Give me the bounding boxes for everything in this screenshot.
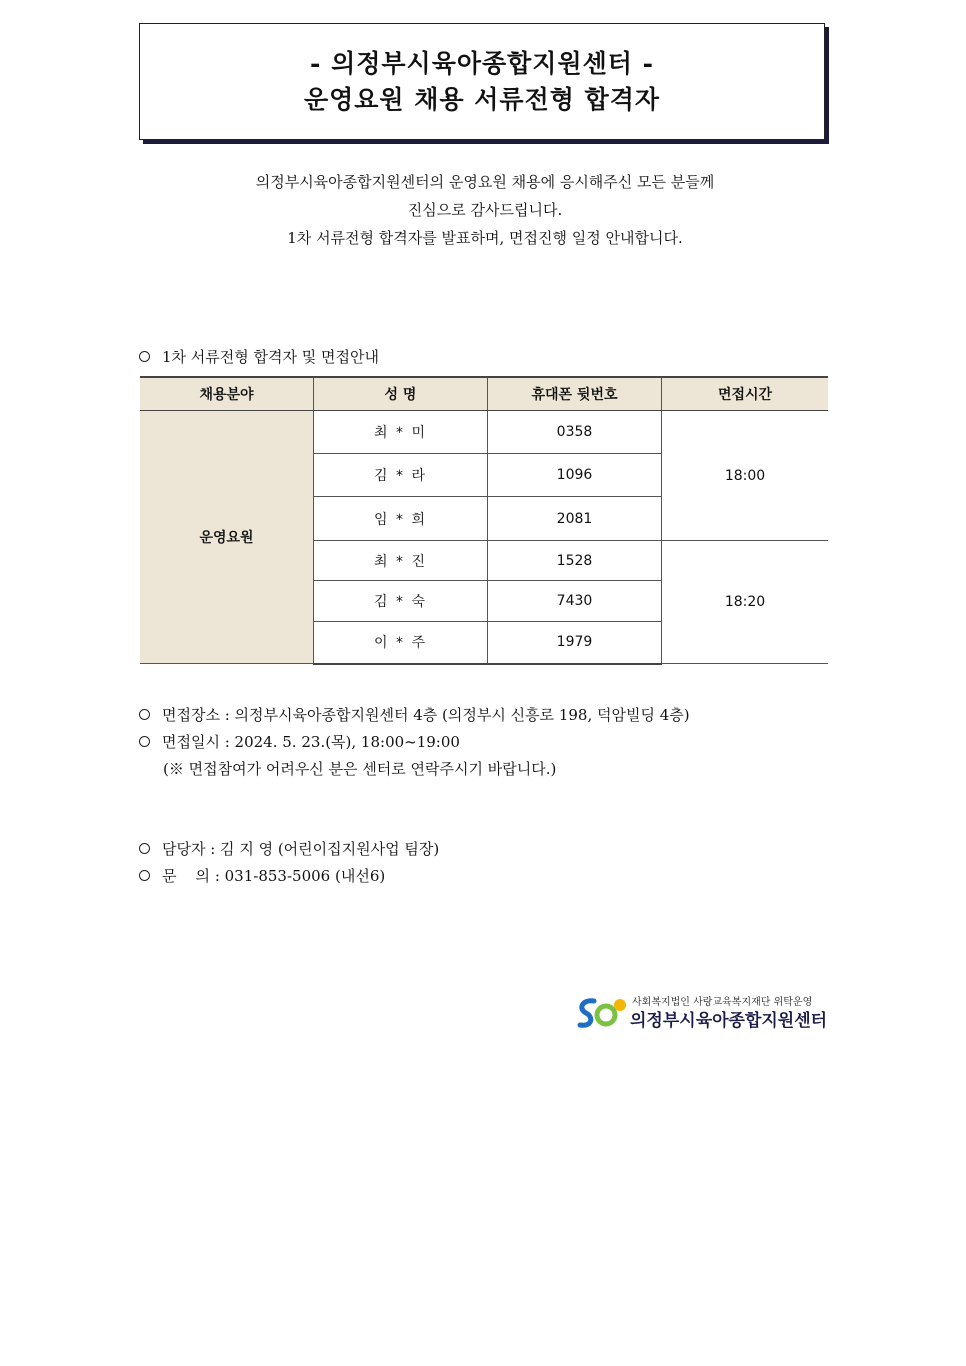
name-cell: 이 * 주 <box>314 622 488 664</box>
center-logo <box>576 993 836 1033</box>
contact-person <box>139 838 439 859</box>
header-name: 성 명 <box>314 377 488 411</box>
circle-bullet-icon <box>139 736 150 747</box>
intro-line-2: 진심으로 감사드립니다. <box>407 201 563 219</box>
field-cell: 운영요원 <box>140 411 314 664</box>
phone-cell: 1979 <box>488 622 662 664</box>
inquiry-text: 문 의 : 031-853-5006 (내선6) <box>162 867 386 885</box>
name-cell: 최 * 진 <box>314 541 488 581</box>
circle-bullet-icon <box>139 843 150 854</box>
title-line-2: 운영요원 채용 서류전형 합격자 <box>303 84 661 114</box>
intro-line-3: 1차 서류전형 합격자를 발표하며, 면접진행 일정 안내합니다. <box>287 229 683 247</box>
interview-note: (※ 면접참여가 어려우신 분은 센터로 연락주시기 바랍니다.) <box>163 760 557 778</box>
interview-datetime-text: 면접일시 : 2024. 5. 23.(목), 18:00~19:00 <box>162 733 460 751</box>
interview-datetime <box>139 731 460 752</box>
intro-text <box>139 168 831 252</box>
title-line-1: - 의정부시육아종합지원센터 - <box>310 48 654 78</box>
section-title-text: 1차 서류전형 합격자 및 면접안내 <box>162 348 379 366</box>
table-row <box>140 411 828 454</box>
phone-cell: 7430 <box>488 581 662 622</box>
header-field: 채용분야 <box>140 377 314 411</box>
circle-bullet-icon <box>139 351 150 362</box>
name-cell: 김 * 숙 <box>314 581 488 622</box>
intro-line-1: 의정부시육아종합지원센터의 운영요원 채용에 응시해주신 모든 분들께 <box>255 173 715 191</box>
table-header-row <box>140 377 828 411</box>
circle-bullet-icon <box>139 870 150 881</box>
phone-cell: 2081 <box>488 497 662 541</box>
section-title <box>139 346 379 367</box>
contact-person-text: 담당자 : 김 지 영 (어린이집지원사업 팀장) <box>162 840 440 858</box>
phone-cell: 1528 <box>488 541 662 581</box>
inquiry <box>139 865 385 886</box>
name-cell: 임 * 희 <box>314 497 488 541</box>
interview-place <box>139 704 690 725</box>
phone-cell: 0358 <box>488 411 662 454</box>
applicant-table <box>140 376 828 665</box>
logo-subtitle: 사회복지법인 사랑교육복지재단 위탁운영 <box>632 997 813 1008</box>
header-phone: 휴대폰 뒷번호 <box>488 377 662 411</box>
logo-name: 의정부시육아종합지원센터 <box>630 1011 828 1031</box>
interview-place-text: 면접장소 : 의정부시육아종합지원센터 4층 (의정부시 신흥로 198, 덕암빌딩 4층) <box>162 706 690 724</box>
phone-cell: 1096 <box>488 454 662 497</box>
time-cell: 18:00 <box>662 411 829 541</box>
title-box <box>139 23 825 140</box>
header-time: 면접시간 <box>662 377 829 411</box>
center-logo-icon <box>576 995 630 1031</box>
circle-bullet-icon <box>139 709 150 720</box>
time-cell: 18:20 <box>662 541 829 664</box>
name-cell: 김 * 라 <box>314 454 488 497</box>
name-cell: 최 * 미 <box>314 411 488 454</box>
